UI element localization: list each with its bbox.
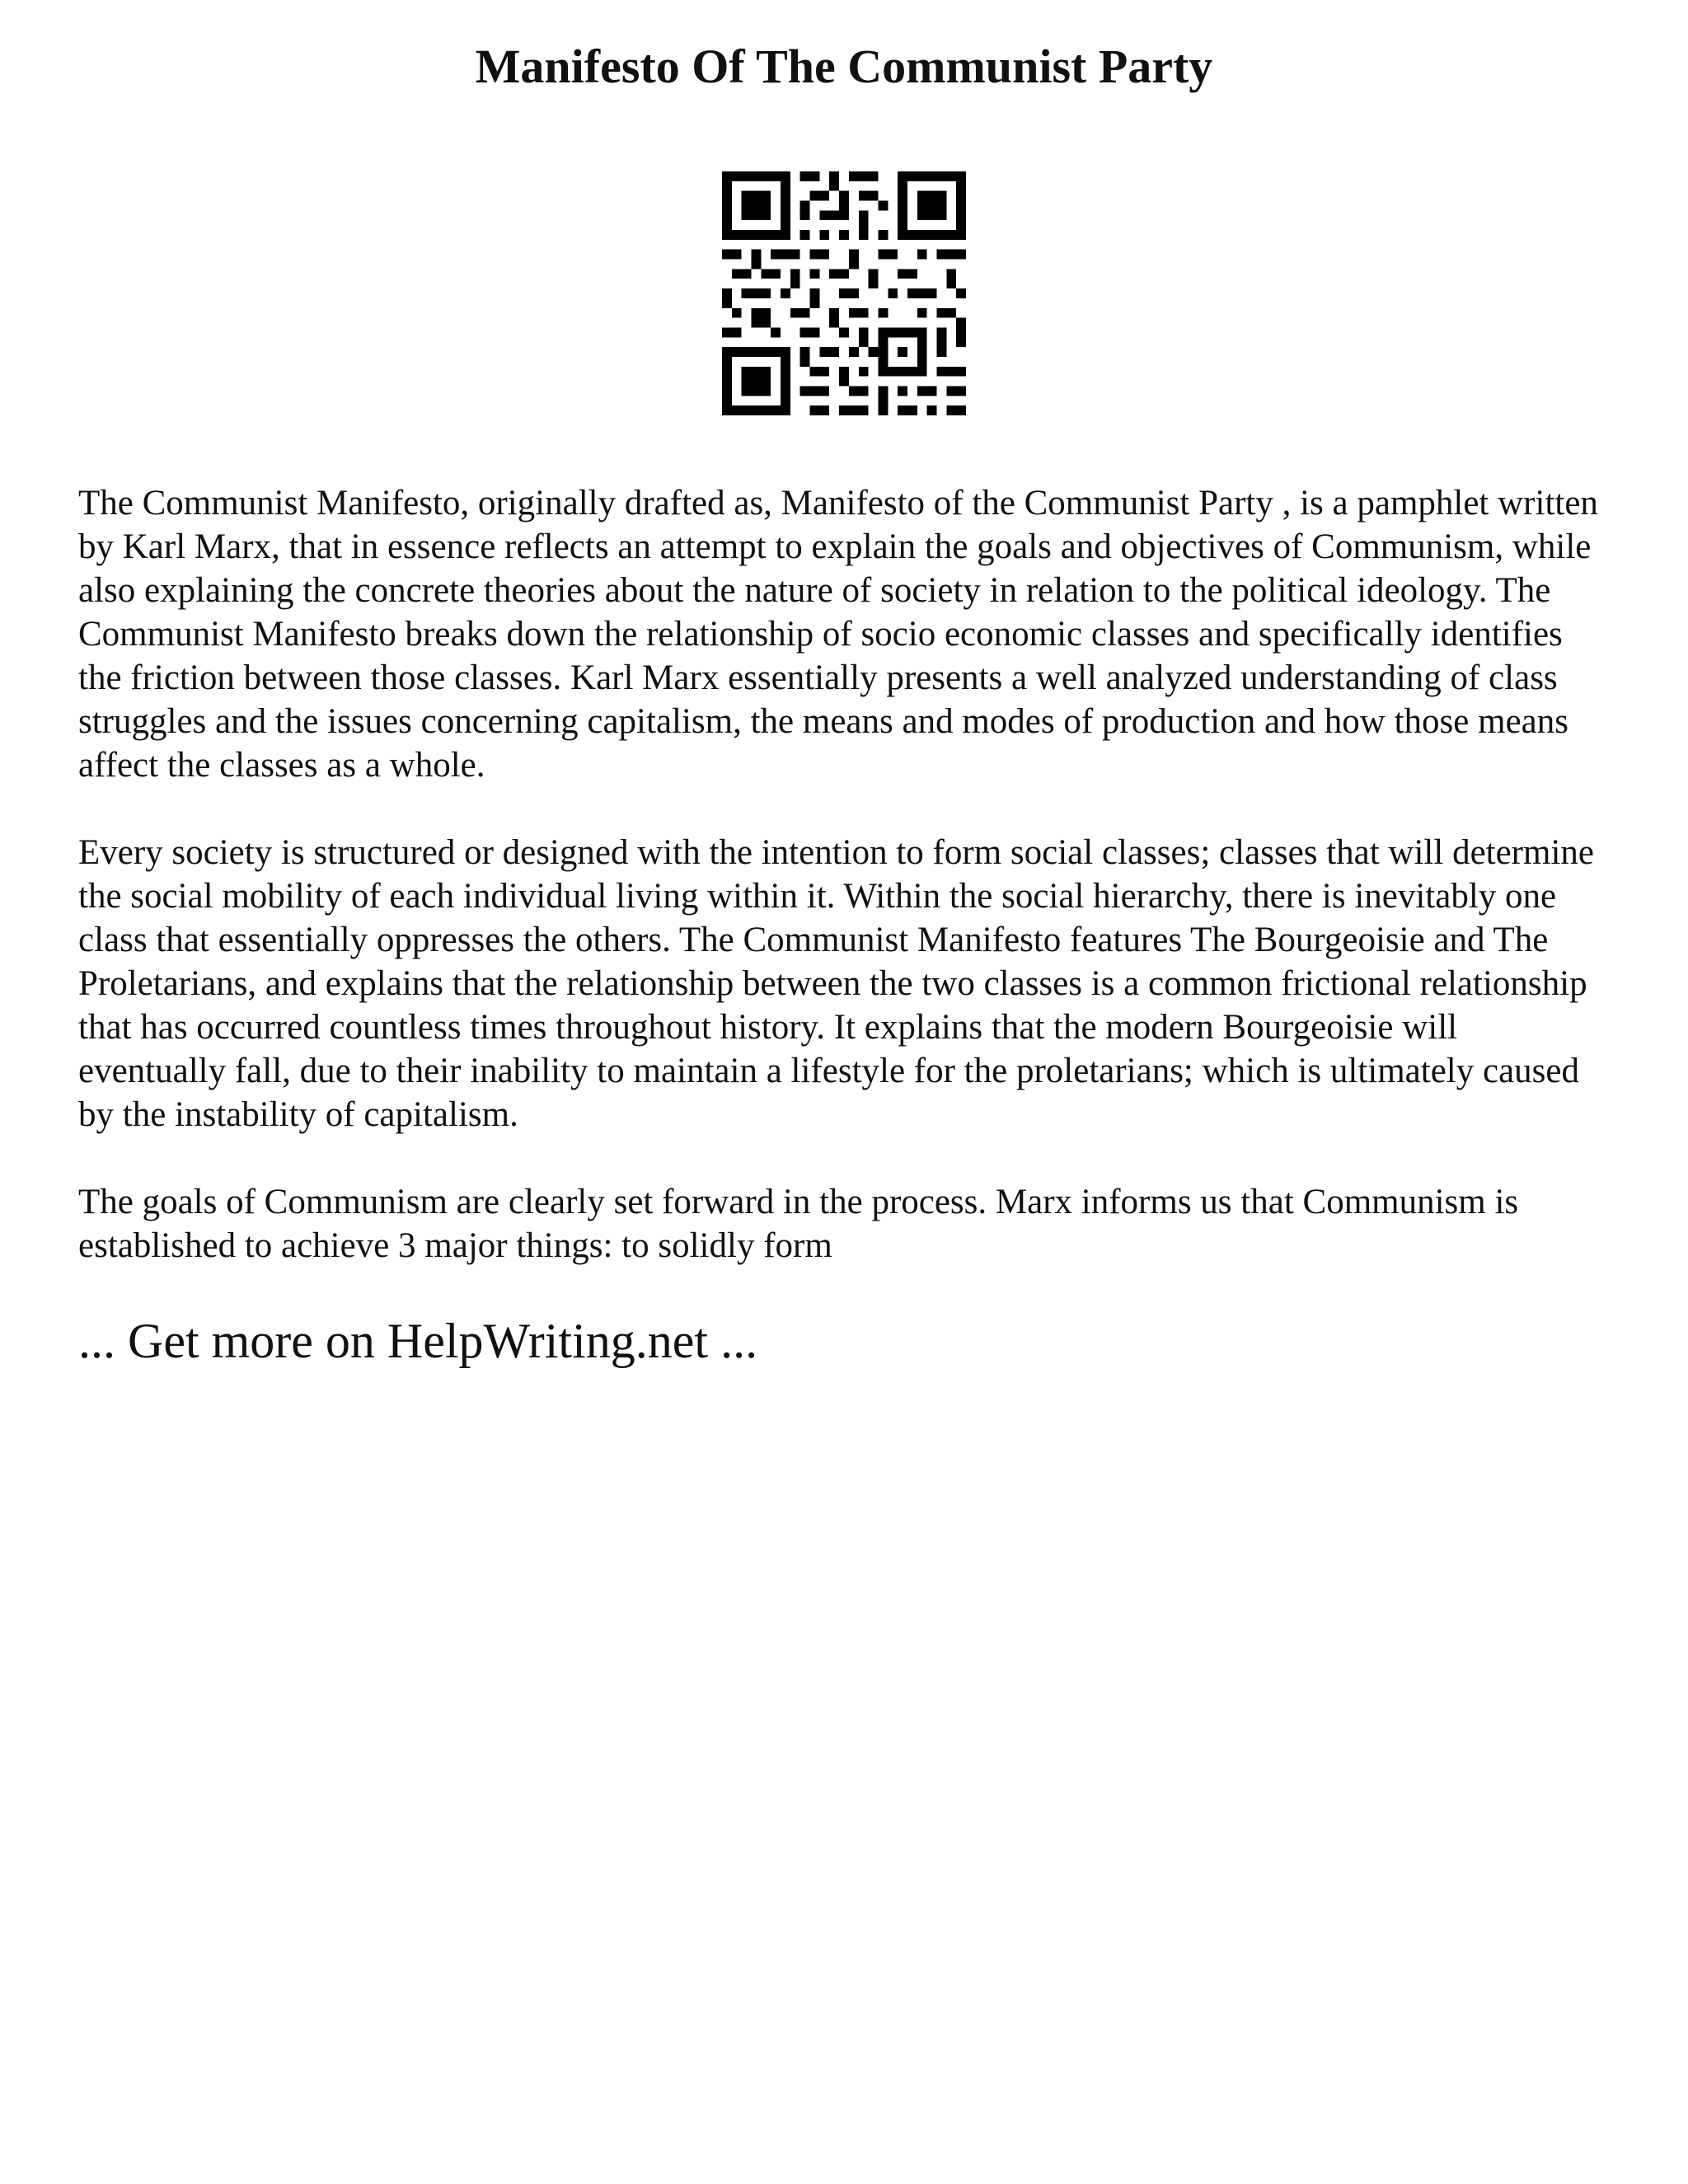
page-title: Manifesto Of The Communist Party (475, 40, 1213, 93)
paragraph-1: The Communist Manifesto, originally drafted as, Manifesto of the Communist Party , is a pamphlet written by Karl Marx, that in essence reflects an attempt to explain the goals and objectives of Communism, while also explaining the concrete theories about the nature of society in relation to the political ideology. The Communist Manifesto breaks down the relationship of socio economic classes and specifically identifies the friction between those classes. Karl Marx essentially presents a well analyzed understanding of class struggles and the issues concerning capitalism, the means and modes of production and how those means affect the classes as a whole. (78, 484, 1598, 785)
qr-code-graphic (722, 171, 966, 415)
get-more-link[interactable]: ... Get more on HelpWriting.net ... (78, 1314, 758, 1368)
qr-code-icon (722, 171, 966, 415)
article-body (78, 481, 1611, 1371)
paragraph-3: The goals of Communism are clearly set forward in the process. Marx informs us that Communism is established to achieve 3 major things: to solidly form (78, 1183, 1519, 1265)
paragraph-2: Every society is structured or designed with the intention to form social classes; classes that will determine the social mobility of each individual living within it. Within the social hierarchy, there is inevitably one class that essentially oppresses the others. The Communist Manifesto features The Bourgeoisie and The Proletarians, and explains that the relationship between the two classes is a common frictional relationship that has occurred countless times throughout history. It explains that the modern Bourgeoisie will eventually fall, due to their inability to maintain a lifestyle for the proletarians; which is ultimately caused by the instability of capitalism. (78, 833, 1594, 1134)
